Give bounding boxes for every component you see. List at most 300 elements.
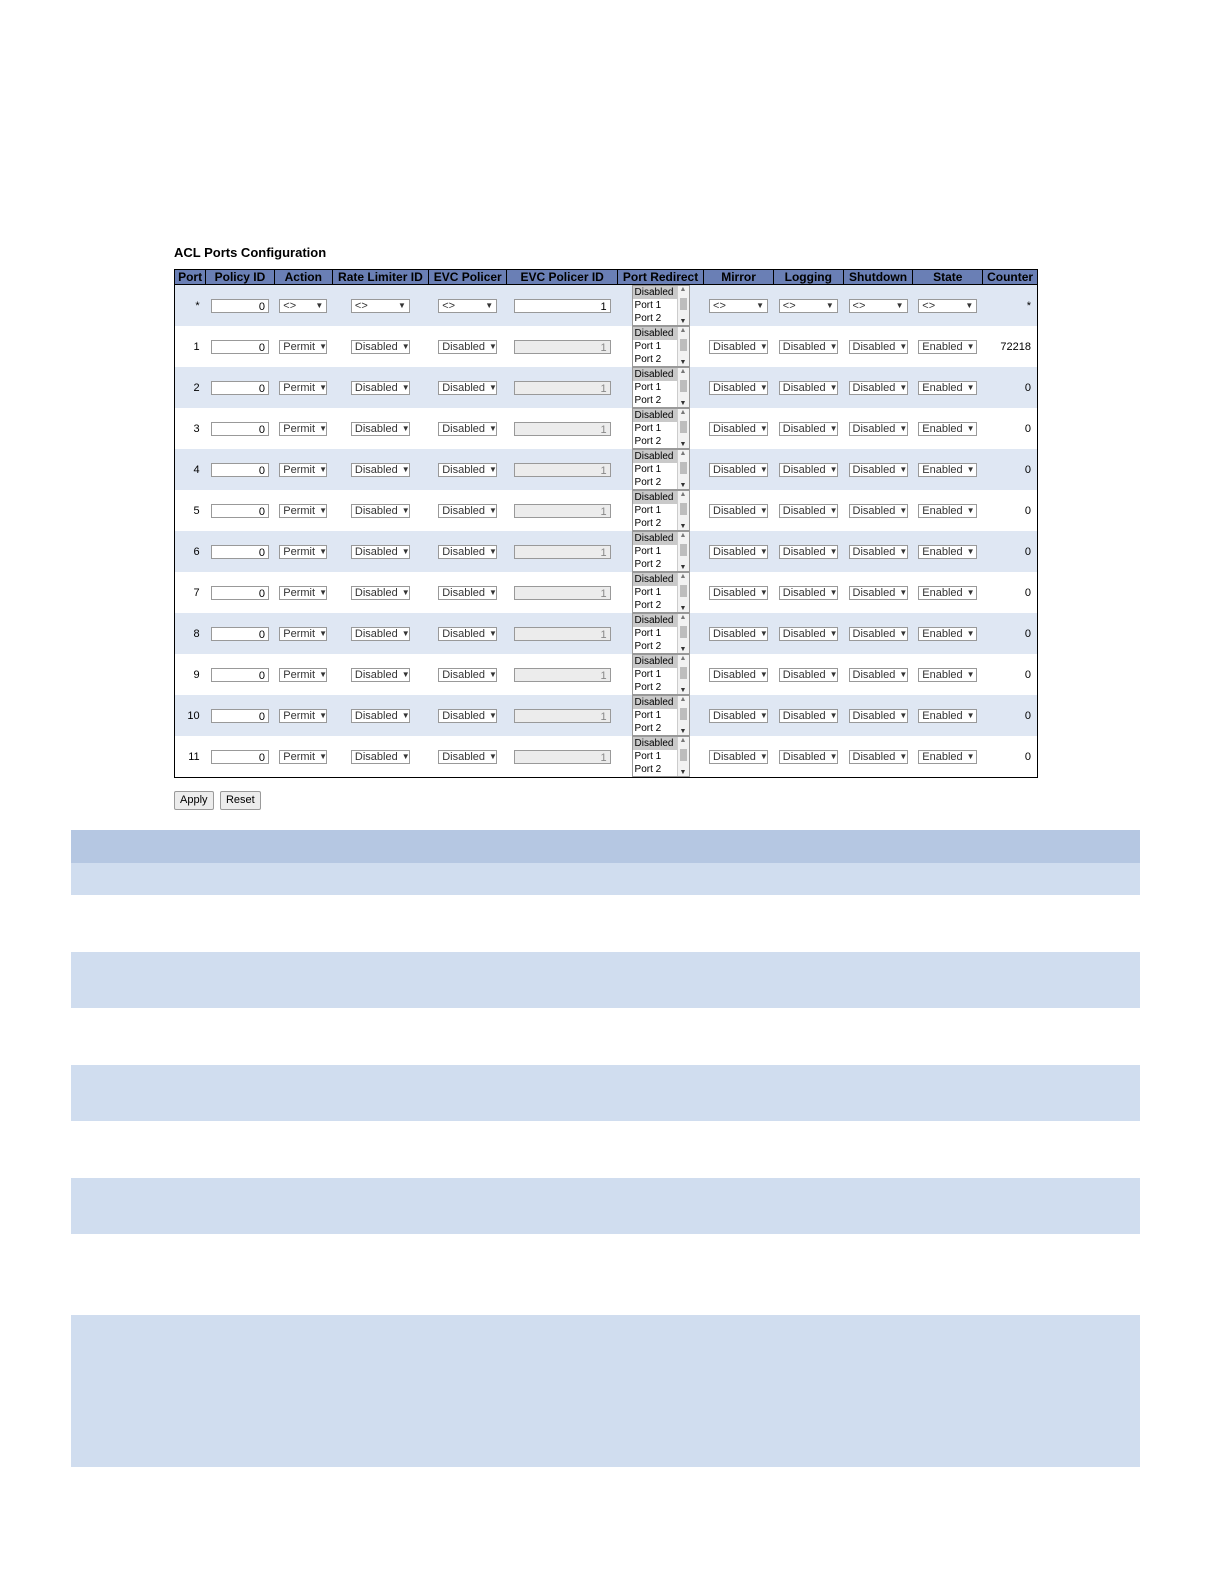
rate-limiter-select-value: Disabled [354,668,398,681]
evc-policer-select[interactable] [438,340,497,354]
port-redirect-option[interactable]: Port 2 [634,436,662,447]
scrollbar[interactable] [677,327,689,366]
scroll-thumb[interactable] [680,339,687,351]
port-redirect-cell [617,572,703,613]
chevron-down-icon: ▼ [899,382,908,392]
scroll-thumb[interactable] [680,503,687,515]
action-select[interactable] [279,340,327,354]
scroll-down-icon[interactable]: ▼ [679,318,687,325]
mirror-select[interactable] [709,504,768,518]
port-redirect-option[interactable]: Port 2 [634,477,662,488]
mirror-select[interactable] [709,340,768,354]
state-select[interactable] [918,463,977,477]
evc-policer-select[interactable] [438,545,497,559]
chevron-down-icon: ▼ [965,300,974,310]
table-row [175,654,1038,695]
chevron-down-icon: ▼ [319,587,327,597]
column-header: Action [274,270,332,285]
policy-id-input[interactable]: 0 [211,299,269,313]
state-select[interactable] [918,299,977,313]
action-select[interactable] [279,709,327,723]
scrollbar[interactable] [677,737,689,776]
chevron-down-icon: ▼ [899,628,908,638]
mirror-select-value: Disabled [713,463,756,476]
evc-policer-cell [429,285,507,327]
port-redirect-cell [617,736,703,778]
port-redirect-option[interactable]: Port 2 [634,518,662,529]
port-redirect-option[interactable]: Port 1 [634,382,662,393]
rate-limiter-select[interactable] [351,504,410,518]
logging-select[interactable] [779,750,838,764]
logging-select-value: Disabled [782,709,826,722]
scroll-thumb[interactable] [680,626,687,638]
shutdown-select[interactable] [849,545,908,559]
rate-limiter-cell [332,695,428,736]
chevron-down-icon: ▼ [899,669,908,679]
evc-policer-id-input[interactable]: 1 [514,299,611,313]
action-select[interactable] [279,750,327,764]
action-select[interactable] [279,545,327,559]
policy-id-cell [206,572,275,613]
port-redirect-option[interactable]: Port 2 [634,641,662,652]
chevron-down-icon: ▼ [401,546,410,556]
action-select[interactable] [279,463,327,477]
logging-select[interactable] [779,709,838,723]
state-select[interactable] [918,545,977,559]
policy-id-input[interactable]: 0 [211,750,269,764]
counter-cell: 0 [983,367,1038,408]
evc-policer-select[interactable] [438,381,497,395]
logging-select[interactable] [779,668,838,682]
action-select-value: Permit [283,504,316,517]
scroll-up-icon[interactable]: ▲ [679,286,687,293]
scrollbar[interactable] [677,368,689,407]
state-select[interactable] [918,586,977,600]
policy-id-input[interactable]: 0 [211,463,269,477]
port-redirect-cell [617,531,703,572]
port-redirect-listbox[interactable] [632,572,690,613]
policy-id-input[interactable]: 0 [211,586,269,600]
port-redirect-listbox[interactable] [632,408,690,449]
port-redirect-listbox[interactable] [632,490,690,531]
scroll-down-icon[interactable]: ▼ [679,482,687,489]
scrollbar[interactable] [677,491,689,530]
action-select[interactable] [279,668,327,682]
logging-select[interactable] [779,381,838,395]
port-redirect-option[interactable]: Port 1 [634,751,662,762]
port-redirect-listbox[interactable] [632,654,690,695]
scroll-thumb[interactable] [680,585,687,597]
action-cell [274,449,332,490]
chevron-down-icon: ▼ [319,464,327,474]
port-redirect-option[interactable]: Disabled [633,737,677,750]
action-select[interactable] [279,299,327,313]
port-redirect-option[interactable]: Port 2 [634,682,662,693]
logging-cell [773,736,843,778]
shutdown-select[interactable] [849,709,908,723]
policy-id-input[interactable]: 0 [211,422,269,436]
scroll-up-icon[interactable]: ▲ [679,491,687,498]
evc-policer-select[interactable] [438,627,497,641]
reset-button[interactable]: Reset [220,791,261,810]
mirror-select-value: Disabled [713,668,756,681]
rate-limiter-cell [332,490,428,531]
port-redirect-option[interactable]: Port 2 [634,395,662,406]
column-header: Policy ID [206,270,275,285]
chevron-down-icon: ▼ [401,628,410,638]
policy-id-input[interactable]: 0 [211,504,269,518]
port-redirect-option[interactable]: Port 1 [634,628,662,639]
chevron-down-icon: ▼ [319,628,327,638]
scrollbar[interactable] [677,286,689,325]
port-cell: 1 [175,326,206,367]
shutdown-cell [843,367,913,408]
evc-policer-select-value: Disabled [442,668,486,681]
state-select[interactable] [918,709,977,723]
counter-cell: 0 [983,654,1038,695]
scrollbar[interactable] [677,573,689,612]
rate-limiter-select-value: Disabled [354,463,398,476]
mirror-select[interactable] [709,586,768,600]
shutdown-cell [843,736,913,778]
mirror-cell [704,572,774,613]
mirror-cell [704,285,774,327]
scroll-down-icon[interactable]: ▼ [679,564,687,571]
scrollbar[interactable] [677,696,689,735]
shutdown-select[interactable] [849,422,908,436]
apply-button[interactable]: Apply [174,791,214,810]
evc-policer-select[interactable] [438,586,497,600]
chevron-down-icon: ▼ [829,669,838,679]
scroll-down-icon[interactable]: ▼ [679,400,687,407]
action-select[interactable] [279,627,327,641]
rate-limiter-select[interactable] [351,340,410,354]
chevron-down-icon: ▼ [966,423,975,433]
scrollbar[interactable] [677,450,689,489]
table-row [175,285,1038,327]
evc-policer-select[interactable] [438,668,497,682]
logging-select[interactable] [779,340,838,354]
chevron-down-icon: ▼ [966,341,975,351]
logging-select[interactable] [779,545,838,559]
rate-limiter-select[interactable] [351,750,410,764]
mirror-select[interactable] [709,750,768,764]
port-redirect-option[interactable]: Disabled [633,491,677,504]
evc-policer-id-cell [507,736,618,778]
shutdown-select[interactable] [849,504,908,518]
policy-id-cell [206,449,275,490]
chevron-down-icon: ▼ [315,300,324,310]
evc-policer-cell [429,531,507,572]
policy-id-input[interactable]: 0 [211,668,269,682]
logging-select[interactable] [779,504,838,518]
port-redirect-listbox[interactable] [632,531,690,572]
policy-id-input[interactable]: 0 [211,340,269,354]
port-redirect-listbox[interactable] [632,449,690,490]
logging-select-value: Disabled [782,504,826,517]
mirror-cell [704,449,774,490]
chevron-down-icon: ▼ [966,505,975,515]
mirror-select-value: Disabled [713,381,756,394]
evc-policer-select[interactable] [438,299,497,313]
evc-policer-id-cell [507,408,618,449]
port-redirect-option[interactable]: Port 2 [634,764,662,775]
scroll-thumb[interactable] [680,462,687,474]
port-redirect-cell [617,285,703,327]
scroll-up-icon[interactable]: ▲ [679,573,687,580]
action-cell [274,572,332,613]
evc-policer-select-value: Disabled [442,381,486,394]
logging-select[interactable] [779,422,838,436]
state-cell [913,736,983,778]
shutdown-select[interactable] [849,381,908,395]
state-select[interactable] [918,381,977,395]
rate-limiter-select[interactable] [351,381,410,395]
evc-policer-select[interactable] [438,463,497,477]
scroll-up-icon[interactable]: ▲ [679,450,687,457]
port-redirect-option[interactable]: Port 1 [634,587,662,598]
evc-policer-select[interactable] [438,750,497,764]
mirror-select[interactable] [709,627,768,641]
scroll-thumb[interactable] [680,380,687,392]
port-redirect-option[interactable]: Disabled [633,286,677,299]
table-row [175,695,1038,736]
state-cell [913,695,983,736]
evc-policer-cell [429,326,507,367]
chevron-down-icon: ▼ [966,546,975,556]
logging-select-value: Disabled [782,627,826,640]
scroll-up-icon[interactable]: ▲ [679,696,687,703]
shutdown-select-value: Disabled [852,545,896,558]
port-cell: 8 [175,613,206,654]
scroll-down-icon[interactable]: ▼ [679,605,687,612]
chevron-down-icon: ▼ [401,505,410,515]
action-select[interactable] [279,422,327,436]
port-redirect-option[interactable]: Port 1 [634,300,662,311]
port-redirect-option[interactable]: Disabled [633,655,677,668]
logging-cell [773,572,843,613]
chevron-down-icon: ▼ [966,751,975,761]
column-header: Shutdown [843,270,913,285]
rate-limiter-select[interactable] [351,709,410,723]
rate-limiter-select[interactable] [351,627,410,641]
table-body [175,285,1038,778]
rate-limiter-cell [332,572,428,613]
port-redirect-option[interactable]: Port 1 [634,423,662,434]
shutdown-select[interactable] [849,463,908,477]
port-redirect-option[interactable]: Disabled [633,573,677,586]
shutdown-select[interactable] [849,750,908,764]
scrollbar[interactable] [677,409,689,448]
rate-limiter-select-value: Disabled [354,504,398,517]
port-redirect-listbox[interactable] [632,736,690,777]
chevron-down-icon: ▼ [401,587,410,597]
chevron-down-icon: ▼ [829,505,838,515]
port-redirect-option[interactable]: Disabled [633,368,677,381]
shutdown-select-value: Disabled [852,668,896,681]
rate-limiter-select-value: Disabled [354,750,398,763]
scroll-up-icon[interactable]: ▲ [679,327,687,334]
state-cell [913,572,983,613]
action-cell [274,613,332,654]
chevron-down-icon: ▼ [489,546,497,556]
logging-select[interactable] [779,627,838,641]
rate-limiter-select[interactable] [351,586,410,600]
policy-id-input[interactable]: 0 [211,627,269,641]
policy-id-input[interactable]: 0 [211,709,269,723]
port-redirect-option[interactable]: Port 2 [634,313,662,324]
port-redirect-option[interactable]: Port 1 [634,669,662,680]
scroll-up-icon[interactable]: ▲ [679,737,687,744]
evc-policer-id-input: 1 [514,750,611,764]
scroll-down-icon[interactable]: ▼ [679,769,687,776]
port-redirect-option[interactable]: Port 1 [634,341,662,352]
action-cell [274,531,332,572]
logging-select[interactable] [779,463,838,477]
rate-limiter-select[interactable] [351,545,410,559]
mirror-select[interactable] [709,381,768,395]
evc-policer-cell [429,490,507,531]
scroll-thumb[interactable] [680,298,687,310]
port-redirect-option[interactable]: Disabled [633,532,677,545]
port-redirect-listbox[interactable] [632,285,690,326]
chevron-down-icon: ▼ [401,382,410,392]
state-select[interactable] [918,750,977,764]
scroll-up-icon[interactable]: ▲ [679,409,687,416]
state-select-value: Enabled [922,463,963,476]
shutdown-select[interactable] [849,627,908,641]
table-row [175,367,1038,408]
mirror-select[interactable] [709,668,768,682]
policy-id-input[interactable]: 0 [211,545,269,559]
scroll-thumb[interactable] [680,421,687,433]
evc-policer-cell [429,695,507,736]
logging-cell [773,490,843,531]
mirror-select[interactable] [709,299,768,313]
shutdown-select[interactable] [849,340,908,354]
scroll-up-icon[interactable]: ▲ [679,368,687,375]
mirror-select[interactable] [709,422,768,436]
logging-cell [773,695,843,736]
scroll-thumb[interactable] [680,749,687,761]
scroll-up-icon[interactable]: ▲ [679,614,687,621]
port-redirect-listbox[interactable] [632,326,690,367]
port-redirect-option[interactable]: Disabled [633,327,677,340]
port-redirect-option[interactable]: Disabled [633,450,677,463]
logging-select[interactable] [779,299,838,313]
port-redirect-option[interactable]: Port 2 [634,354,662,365]
rate-limiter-select-value: Disabled [354,586,398,599]
port-redirect-option[interactable]: Port 1 [634,710,662,721]
port-cell: 4 [175,449,206,490]
rate-limiter-select[interactable] [351,422,410,436]
policy-id-input[interactable]: 0 [211,381,269,395]
policy-id-cell [206,285,275,327]
scroll-down-icon[interactable]: ▼ [679,441,687,448]
rate-limiter-select[interactable] [351,299,410,313]
evc-policer-id-input: 1 [514,586,611,600]
scroll-up-icon[interactable]: ▲ [679,655,687,662]
chevron-down-icon: ▼ [401,669,410,679]
action-select-value: Permit [283,627,316,640]
chevron-down-icon: ▼ [899,587,908,597]
scroll-down-icon[interactable]: ▼ [679,523,687,530]
port-redirect-option[interactable]: Port 1 [634,505,662,516]
chevron-down-icon: ▼ [899,546,908,556]
shutdown-select[interactable] [849,299,908,313]
port-redirect-listbox[interactable] [632,695,690,736]
evc-policer-select[interactable] [438,709,497,723]
scroll-down-icon[interactable]: ▼ [679,646,687,653]
logging-cell [773,408,843,449]
scroll-down-icon[interactable]: ▼ [679,687,687,694]
shutdown-select[interactable] [849,586,908,600]
scroll-up-icon[interactable]: ▲ [679,532,687,539]
state-select[interactable] [918,340,977,354]
shutdown-select-value: Disabled [852,750,896,763]
chevron-down-icon: ▼ [489,464,497,474]
port-redirect-option[interactable]: Port 2 [634,600,662,611]
rate-limiter-select[interactable] [351,668,410,682]
scroll-thumb[interactable] [680,667,687,679]
state-select[interactable] [918,627,977,641]
evc-policer-cell [429,572,507,613]
shutdown-select[interactable] [849,668,908,682]
scroll-thumb[interactable] [680,708,687,720]
port-redirect-option[interactable]: Disabled [633,614,677,627]
mirror-select[interactable] [709,709,768,723]
port-redirect-option[interactable]: Disabled [633,409,677,422]
state-select[interactable] [918,422,977,436]
port-redirect-listbox[interactable] [632,367,690,408]
action-select[interactable] [279,586,327,600]
evc-policer-cell [429,613,507,654]
scroll-down-icon[interactable]: ▼ [679,728,687,735]
port-redirect-option[interactable]: Port 2 [634,559,662,570]
port-redirect-option[interactable]: Disabled [633,696,677,709]
state-select[interactable] [918,504,977,518]
port-redirect-option[interactable]: Port 1 [634,464,662,475]
scrollbar[interactable] [677,655,689,694]
logging-select-value: Disabled [782,381,826,394]
rate-limiter-cell [332,408,428,449]
logging-select[interactable] [779,586,838,600]
evc-policer-cell [429,736,507,778]
shutdown-select-value: Disabled [852,627,896,640]
shutdown-select-value: Disabled [852,340,896,353]
evc-policer-id-cell [507,695,618,736]
rate-limiter-select-value: Disabled [354,627,398,640]
rate-limiter-select[interactable] [351,463,410,477]
action-select[interactable] [279,504,327,518]
mirror-select[interactable] [709,545,768,559]
mirror-select[interactable] [709,463,768,477]
port-redirect-option[interactable]: Port 1 [634,546,662,557]
evc-policer-select[interactable] [438,422,497,436]
port-redirect-listbox[interactable] [632,613,690,654]
scroll-thumb[interactable] [680,544,687,556]
action-select[interactable] [279,381,327,395]
chevron-down-icon: ▼ [319,382,327,392]
scrollbar[interactable] [677,532,689,571]
evc-policer-select[interactable] [438,504,497,518]
state-select-value: Enabled [922,340,963,353]
scrollbar[interactable] [677,614,689,653]
scroll-down-icon[interactable]: ▼ [679,359,687,366]
port-redirect-option[interactable]: Port 2 [634,723,662,734]
policy-id-cell [206,613,275,654]
state-select[interactable] [918,668,977,682]
